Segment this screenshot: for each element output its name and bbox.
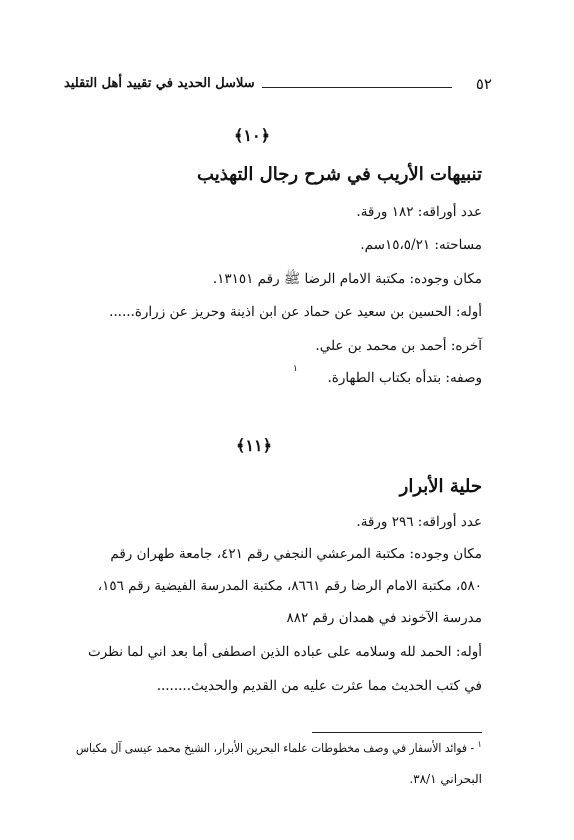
- entry-line: مكان وجوده: مكتبة المرعشي النجفي رقم ٤٢١، جامعة طهران رقم: [110, 546, 482, 562]
- entry-line: آخره: أحمد بن محمد بن علي.: [315, 338, 482, 354]
- footnote-text: - فوائد الأسفار في وصف مخطوطات علماء البحرين الأبرار، الشيخ محمد عيسى آل مكباس: [76, 741, 475, 755]
- footnote-rule: [312, 732, 482, 733]
- entry-line: عدد أوراقه: ١٨٢ ورقة.: [356, 204, 482, 220]
- entry-line: في كتب الحديث مما عثرت عليه من القديم والحديث........: [156, 678, 482, 694]
- page-number: ٥٢: [475, 75, 492, 93]
- entry-line: مدرسة الآخوند في همدان رقم ٨٨٢: [286, 610, 482, 626]
- footnote-marker: ١: [477, 740, 482, 750]
- footnote-line: [76, 740, 482, 755]
- entry-line: عدد أوراقه: ٢٩٦ ورقة.: [356, 514, 482, 530]
- entry-line: ٥٨٠، مكتبة الامام الرضا رقم ٨٦٦١، مكتبة المدرسة الفيضية رقم ١٥٦،: [97, 578, 482, 594]
- header-rule: [262, 87, 452, 88]
- entry-number: ﴿١٠﴾: [234, 126, 270, 145]
- running-title: سلاسل الحديد في تقييد أهل التقليد: [64, 76, 255, 91]
- entry-line: أوله: الحمد لله وسلامه على عباده الذين اصطفى أما بعد اني لما نظرت: [88, 644, 482, 660]
- entry-title: حلية الأبرار: [399, 476, 482, 497]
- entry-number: ﴿١١﴾: [236, 436, 272, 455]
- entry-line: مكان وجوده: مكتبة الامام الرضا ﷺ رقم ١٣١٥١.: [212, 271, 482, 287]
- entry-line: وصفه: بتدأه بكتاب الطهارة.: [327, 370, 482, 386]
- running-header: [64, 73, 492, 101]
- entry-line: مساحته: ١٥،٥/٢١سم.: [360, 237, 482, 253]
- entry-line: أوله: الحسين بن سعيد عن حماد عن ابن اذينة وحريز عن زرارة......: [109, 304, 482, 320]
- entry-title: تنبيهات الأريب في شرح رجال التهذيب: [197, 164, 482, 185]
- footnote-line-2: البحراني ٣٨/١.: [409, 772, 482, 786]
- footnote-reference: ١: [293, 364, 298, 374]
